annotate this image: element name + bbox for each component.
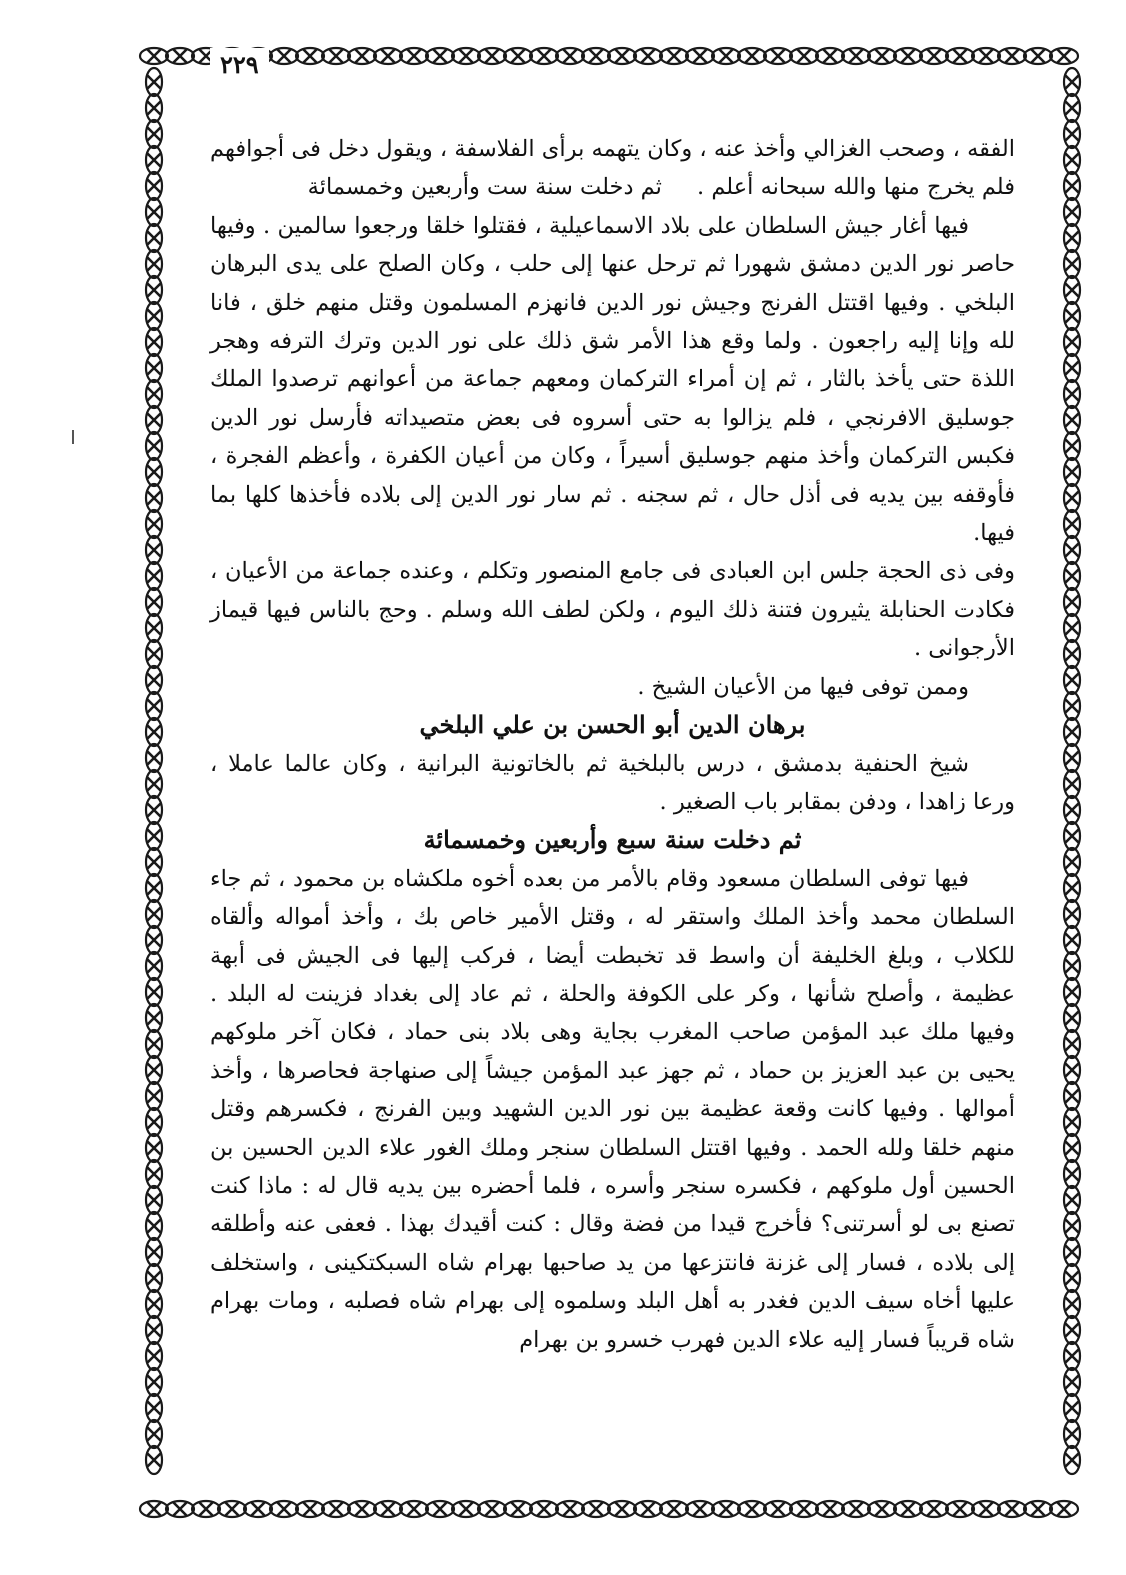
border-link [146,302,162,330]
border-link [842,48,870,64]
border-link [608,48,636,64]
border-link [660,48,688,64]
border-link [1064,1082,1080,1110]
border-link [660,1501,688,1517]
border-link [1064,666,1080,694]
border-link [146,1082,162,1110]
border-link [296,48,324,64]
border-link [146,1160,162,1188]
border-link [1050,48,1078,64]
border-link [146,432,162,460]
page-number: ٢٢٩ [210,48,269,82]
border-link [146,1394,162,1422]
border-link [146,224,162,252]
border-link [146,1108,162,1136]
border-link [712,48,740,64]
border-link [1064,172,1080,200]
border-link [634,1501,662,1517]
border-link [1064,874,1080,902]
border-link [478,1501,506,1517]
border-link [146,536,162,564]
border-link [1064,952,1080,980]
border-link [1064,692,1080,720]
border-link [348,48,376,64]
border-link [1064,484,1080,512]
border-link [146,380,162,408]
border-link [146,848,162,876]
border-link [1064,250,1080,278]
border-link [146,1446,162,1474]
border-link [140,1501,168,1517]
border-link [556,1501,584,1517]
border-link [146,1134,162,1162]
border-link [146,822,162,850]
border-link [146,744,162,772]
border-link [790,48,818,64]
border-link [146,458,162,486]
border-link [764,48,792,64]
border-link [146,952,162,980]
border-link [146,874,162,902]
border-link [146,1342,162,1370]
border-link [1064,432,1080,460]
border-link [218,1501,246,1517]
border-link [582,1501,610,1517]
border-link [1064,978,1080,1006]
border-link [1064,614,1080,642]
border-link [146,1368,162,1396]
border-link [146,640,162,668]
border-link [1064,1316,1080,1344]
border-link [146,1238,162,1266]
border-link [146,1212,162,1240]
border-link [1064,1004,1080,1032]
border-link [1064,1160,1080,1188]
border-link [146,1056,162,1084]
border-link [270,48,298,64]
paragraph-1 [210,130,1015,207]
border-link [166,1501,194,1517]
border-link [478,48,506,64]
border-link [146,354,162,382]
border-link [1064,588,1080,616]
border-link [146,250,162,278]
border-link [608,1501,636,1517]
border-link [1064,94,1080,122]
border-link [556,48,584,64]
border-link [1024,48,1052,64]
border-link [712,1501,740,1517]
border-link [1064,1030,1080,1058]
border-link [1064,562,1080,590]
border-link [146,328,162,356]
border-link [166,48,194,64]
border-link [1064,198,1080,226]
border-link [790,1501,818,1517]
border-link [738,48,766,64]
border-link [348,1501,376,1517]
border-link [1064,1212,1080,1240]
border-link [868,1501,896,1517]
border-link [1064,1290,1080,1318]
paragraph-6: فيها توفى السلطان مسعود وقام بالأمر من بعده أخوه ملكشاه بن محمود ، ثم جاء السلطان محمد وأخذ الملك واستقر له ، وقتل الأمير خاص بك ، وأخذ أمواله وألقاه للكلاب ، وبلغ الخليفة أن واسط قد تخبطت أيضا ، فركب إليها فى الجيش فى أبهة عظيمة ، وأصلح شأنها ، وكر على الكوفة والحلة ، ثم عاد إلى بغداد فزينت له البلد . وفيها ملك عبد المؤمن صاحب المغرب بجاية وهى بلاد بنى حماد ، فكان آخر ملوكهم يحيى بن عبد العزيز بن حماد ، ثم جهز عبد المؤمن جيشاً إلى صنهاجة فحاصرها ، وأخذ أموالها . وفيها كانت وقعة عظيمة بين نور الدين الشهيد وبين الفرنج ، فكسرهم وقتل منهم خلقا ولله الحمد . وفيها اقتتل السلطان سنجر وملك الغور علاء الدين الحسين بن الحسين أول ملوكهم ، فكسره سنجر وأسره ، فلما أحضره بين يديه قال له : ماذا كنت تصنع بى لو أسرتنى؟ فأخرج قيدا من فضة وقال : كنت أقيدك بهذا . فعفى عنه وأطلقه إلى بلاده ، فسار إلى غزنة فانتزعها من يد صاحبها بهرام شاه السبكتكينى ، واستخلف عليها أخاه سيف الدين فغدر به أهل البلد وسلموه إلى بهرام شاه فصلبه ، ومات بهرام شاه قريباً فسار إليه علاء الدين فهرب خسرو بن بهرام [210,865,1015,1353]
border-link [146,68,162,96]
border-link [1064,900,1080,928]
border-link [322,48,350,64]
border-link [452,1501,480,1517]
border-link [140,48,168,64]
border-link [1064,1264,1080,1292]
border-link [686,1501,714,1517]
border-link [146,770,162,798]
border-link [972,1501,1000,1517]
border-link [764,1501,792,1517]
border-link [998,48,1026,64]
border-link [452,48,480,64]
border-link [1064,1368,1080,1396]
border-link [146,510,162,538]
border-link [146,900,162,928]
paragraph-5: شيخ الحنفية بدمشق ، درس بالبلخية ثم بالخاتونية البرانية ، وكان عالما عاملا ، ورعا زاهدا ، ودفن بمقابر باب الصغير . [210,750,1015,815]
paragraph-1-ending: منها والله سبحانه أعلم . [697,174,920,201]
border-link [146,1264,162,1292]
border-link [1064,1446,1080,1474]
border-link [1064,120,1080,148]
border-link [146,718,162,746]
border-link [1064,926,1080,954]
border-link [146,1420,162,1448]
paragraph-4: وممن توفى فيها من الأعيان الشيخ . [637,673,969,700]
border-link [374,1501,402,1517]
border-link [1064,406,1080,434]
border-link [146,1030,162,1058]
border-link [1064,1134,1080,1162]
border-link [146,926,162,954]
border-link [146,276,162,304]
border-link [998,1501,1026,1517]
border-link [504,48,532,64]
border-link [270,1501,298,1517]
border-link [244,1501,272,1517]
border-link [1064,536,1080,564]
border-link [146,692,162,720]
border-link [146,562,162,590]
border-link [1064,744,1080,772]
border-link [146,484,162,512]
border-link [400,1501,428,1517]
border-link [1064,380,1080,408]
border-link [894,1501,922,1517]
border-link [146,1316,162,1344]
border-link [1064,1108,1080,1136]
border-link [146,796,162,824]
border-link [400,48,428,64]
border-link [1064,302,1080,330]
border-link [816,48,844,64]
border-link [374,48,402,64]
border-link [946,48,974,64]
paragraph-2: فيها أغار جيش السلطان على بلاد الاسماعيلية ، فقتلوا خلقا ورجعوا سالمين . وفيها حاصر نور الدين دمشق شهورا ثم ترحل عنها إلى حلب ، وكان الصلح على يدى البرهان البلخي . وفيها اقتتل الفرنج وجيش نور الدين فانهزم المسلمون وقتل منهم خلق ، فانا لله وإنا إليه راجعون . ولما وقع هذا الأمر شق ذلك على نور الدين وترك الترفه وهجر اللذة حتى يأخذ بالثار ، ثم إن أمراء التركمان ومعهم جماعة من أعوانهم ترصدوا الملك جوسليق الافرنجي ، فلم يزالوا به حتى أسروه فى بعض متصيداته فأرسل نور الدين فكبس التركمان وأخذ منهم جوسليق أسيراً ، وكان من أعيان الكفرة ، وأعظم الفجرة ، فأوقفه بين يديه فى أذل حال ، ثم سجنه . ثم سار نور الدين إلى بلاده فأخذها كلها بما فيها. [210,212,1015,547]
year-heading-547: ثم دخلت سنة سبع وأربعين وخمسمائة [423,825,802,855]
border-link [1064,276,1080,304]
page-body [210,130,1015,1359]
border-link [1064,458,1080,486]
border-link [146,146,162,174]
border-link [322,1501,350,1517]
border-link [1064,822,1080,850]
border-link [1064,1056,1080,1084]
border-link [146,198,162,226]
border-link [146,1290,162,1318]
border-link [146,94,162,122]
border-link [504,1501,532,1517]
border-link [146,666,162,694]
border-link [920,1501,948,1517]
border-link [530,1501,558,1517]
border-link [1064,1394,1080,1422]
border-link [868,48,896,64]
border-link [530,48,558,64]
border-link [1064,1342,1080,1370]
border-link [146,588,162,616]
border-link [146,120,162,148]
border-link [634,48,662,64]
border-link [686,48,714,64]
border-link [1064,68,1080,96]
paragraph-1-text: الفقه ، وصحب الغزالي وأخذ عنه ، وكان يتهمه برأى الفلاسفة ، ويقول دخل فى أجوافهم فلم يخرج [210,136,1015,201]
border-link [146,1004,162,1032]
border-link [1064,796,1080,824]
border-link [946,1501,974,1517]
border-link [426,1501,454,1517]
border-link [920,48,948,64]
border-link [1064,640,1080,668]
border-link [1064,354,1080,382]
border-link [894,48,922,64]
border-link [146,614,162,642]
border-link [738,1501,766,1517]
border-link [972,48,1000,64]
border-link [1064,1420,1080,1448]
border-link [1064,1186,1080,1214]
border-link [1064,848,1080,876]
border-link [582,48,610,64]
border-link [1064,224,1080,252]
border-link [1064,1238,1080,1266]
border-link [1064,146,1080,174]
margin-mark [72,430,74,444]
border-link [146,406,162,434]
border-link [146,172,162,200]
border-link [146,978,162,1006]
border-link [296,1501,324,1517]
border-link [426,48,454,64]
border-link [1064,770,1080,798]
border-link [842,1501,870,1517]
paragraph-3: وفى ذى الحجة جلس ابن العبادى فى جامع المنصور وتكلم ، وعنده جماعة من الأعيان ، فكادت الحنابلة يثيرون فتنة ذلك اليوم ، ولكن لطف الله وسلم . وحج بالناس فيها قيماز الأرجوانى . [210,558,1015,662]
border-link [816,1501,844,1517]
border-link [1064,328,1080,356]
border-link [1050,1501,1078,1517]
border-link [1064,510,1080,538]
biography-heading: برهان الدين أبو الحسن بن علي البلخي [419,710,806,740]
border-link [1024,1501,1052,1517]
border-link [192,1501,220,1517]
border-link [1064,718,1080,746]
year-heading-546: ثم دخلت سنة ست وأربعين وخمسمائة [307,174,662,201]
border-link [146,1186,162,1214]
